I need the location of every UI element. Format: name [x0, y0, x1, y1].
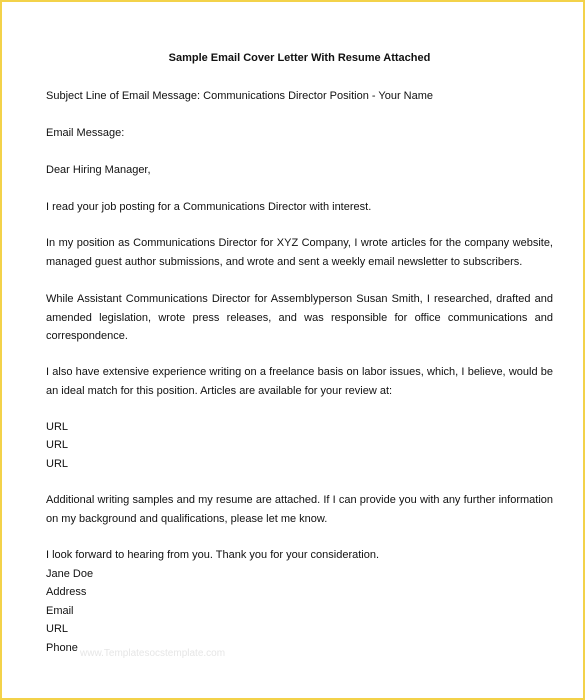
url-item-3: URL	[46, 458, 69, 470]
subject-line: Subject Line of Email Message: Communications Director Position - Your Name	[46, 90, 434, 102]
document-title: Sample Email Cover Letter With Resume Attached	[168, 52, 431, 64]
watermark-text: www.Templatesocstemplate.com	[80, 648, 226, 659]
signature-name: Jane Doe	[46, 568, 94, 580]
salutation: Dear Hiring Manager,	[46, 164, 151, 176]
paragraph-previous-role: While Assistant Communications Director for Assemblyperson Susan Smith, I researched, drafted and amended legislation, wrote press releases, and was responsible for office communications and correspondence.	[46, 293, 553, 342]
email-message-label: Email Message:	[46, 127, 125, 139]
paragraph-closing: I look forward to hearing from you. Thank you for your consideration.	[46, 549, 380, 561]
paragraph-current-role: In my position as Communications Director for XYZ Company, I wrote articles for the company website, managed guest author submissions, and wrote and sent a weekly email newsletter to subscribers.	[46, 237, 553, 268]
url-item-1: URL	[46, 421, 69, 433]
signature-phone: Phone	[46, 642, 78, 654]
paragraph-attachments: Additional writing samples and my resume are attached. If I can provide you with any further information on my background and qualifications, please let me know.	[46, 494, 553, 525]
signature-address: Address	[46, 586, 87, 598]
signature-email: Email	[46, 605, 74, 617]
paragraph-intro: I read your job posting for a Communications Director with interest.	[46, 201, 372, 213]
paragraph-freelance: I also have extensive experience writing on a freelance basis on labor issues, which, I believe, would be an ideal match for this position. Articles are available for your review at:	[46, 366, 553, 397]
signature-url: URL	[46, 623, 69, 635]
url-item-2: URL	[46, 439, 69, 451]
